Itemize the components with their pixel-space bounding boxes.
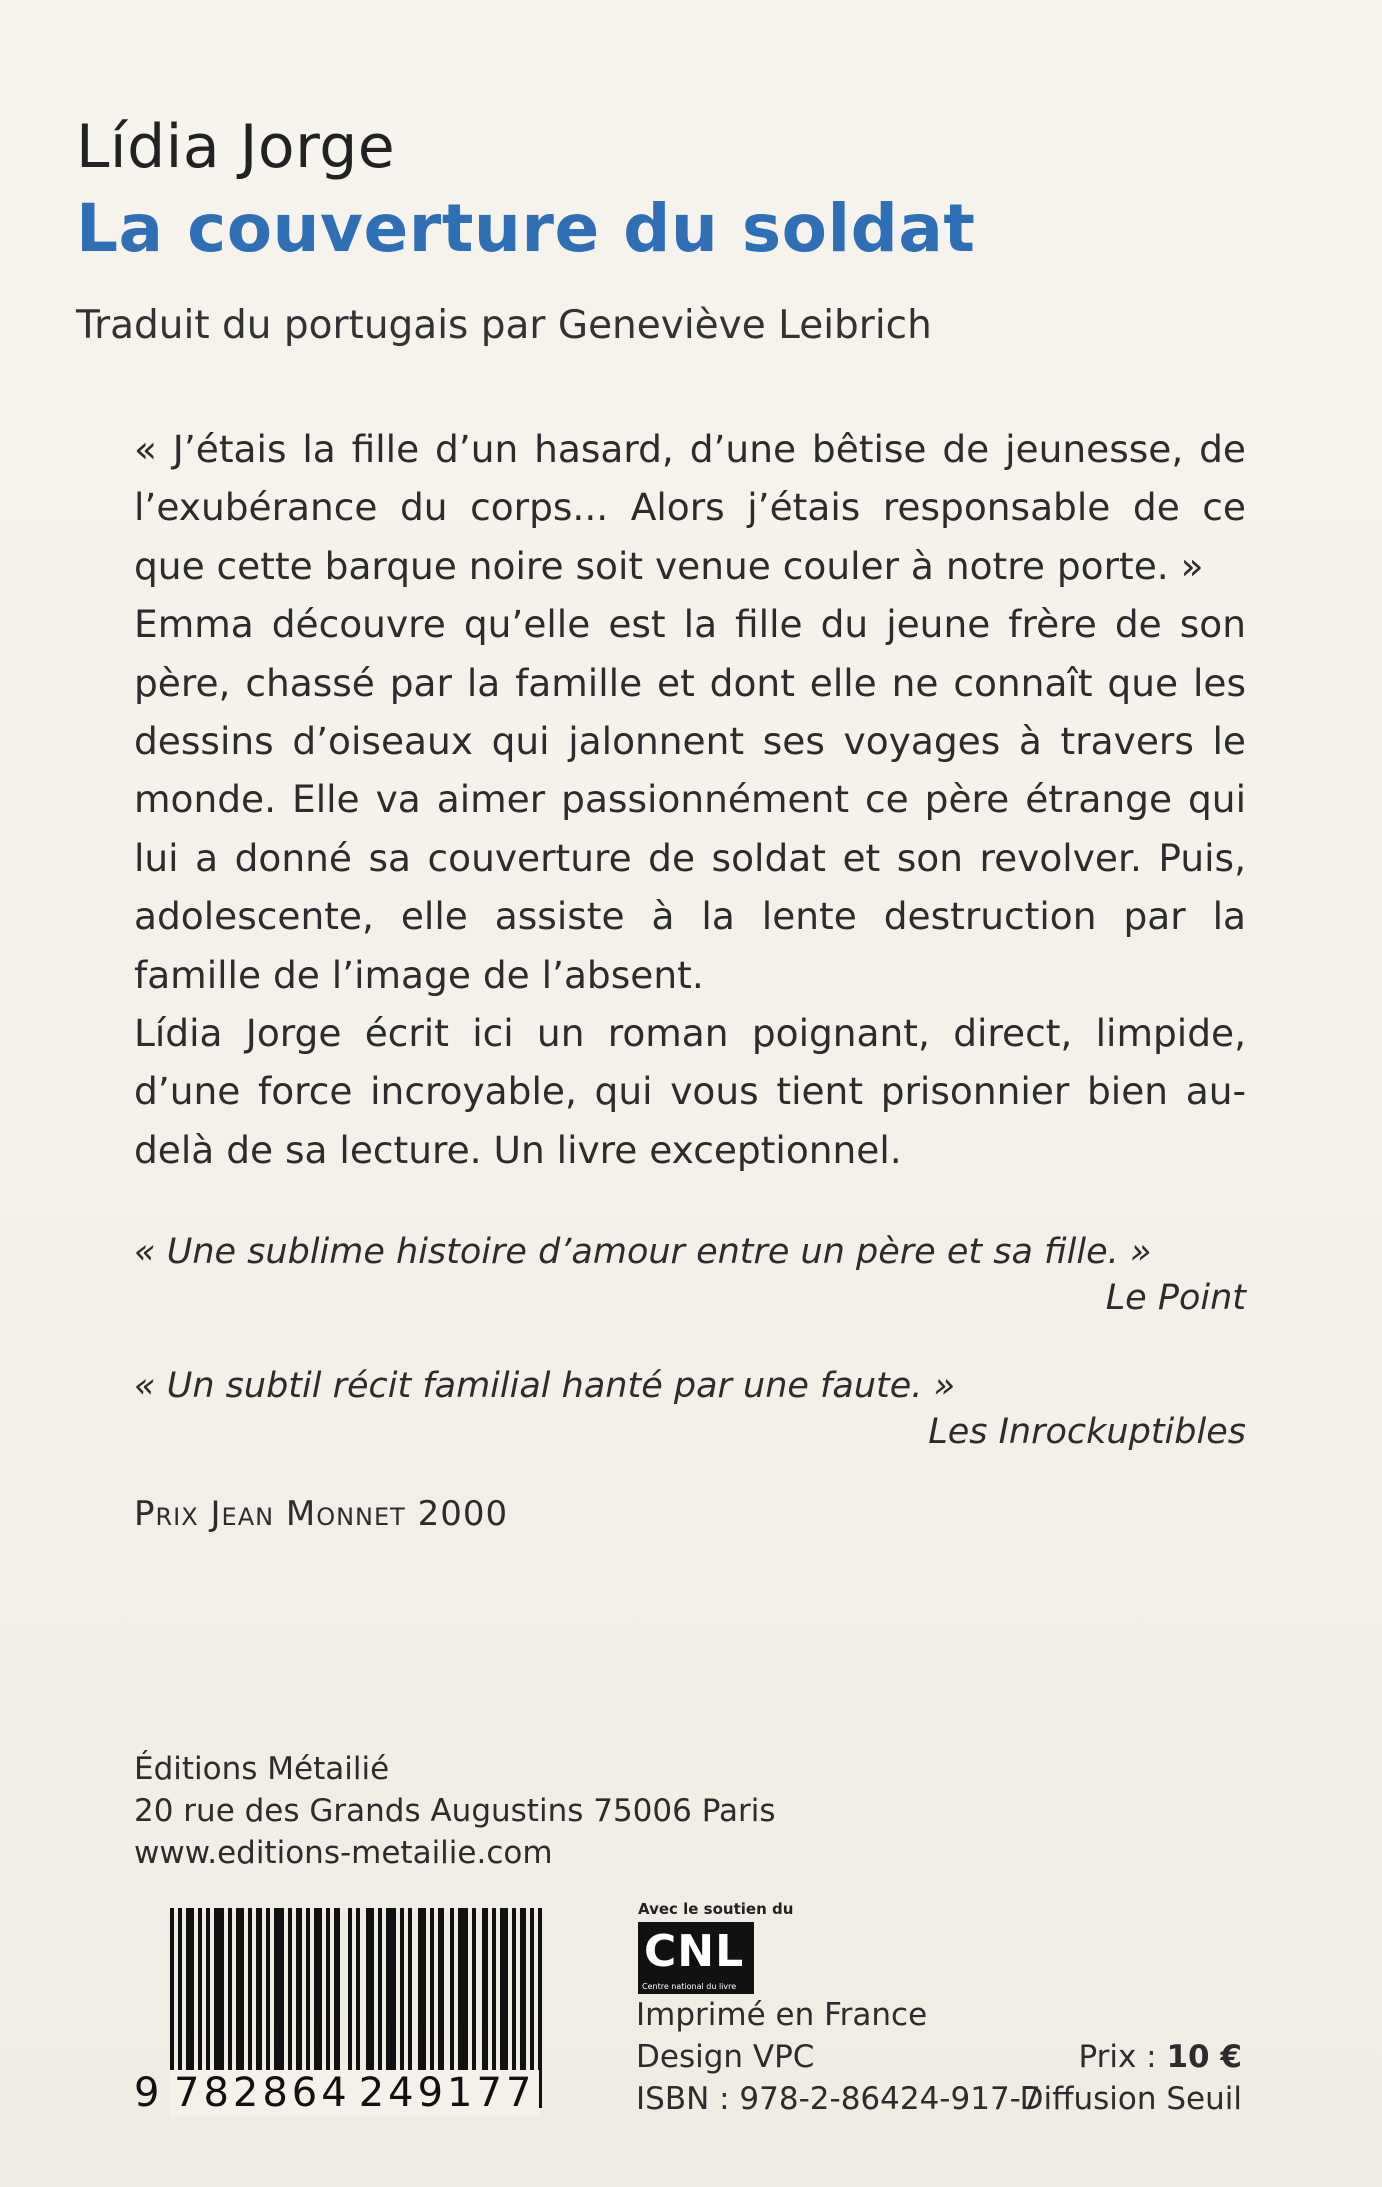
barcode-lead-digit: 9 (134, 2070, 160, 2116)
press-quote (134, 1232, 1246, 1318)
print-info (636, 1994, 1041, 2120)
cnl-logo-letters: CNL (644, 1926, 745, 1977)
cnl-logo-subtext: Centre national du livre (642, 1982, 737, 1991)
blurb (134, 420, 1246, 1179)
cnl-support (638, 1900, 793, 1994)
barcode-digits (134, 2070, 580, 2116)
press-quote-source: Les Inrockuptibles (928, 1412, 1246, 1452)
book-title: La couverture du soldat (76, 190, 976, 267)
design-credit: Design VPC (636, 2039, 815, 2075)
price-label: Prix : (1078, 2039, 1157, 2075)
publisher-info (134, 1748, 776, 1874)
cnl-support-text: Avec le soutien du (638, 1900, 794, 1918)
blurb-summary: Emma découvre qu’elle est la fille du jeune frère de son père, chassé par la famille et dont elle ne connaît que les dessins d’oiseaux qui jalonnent ses voyages à travers le monde. Elle va aimer passionnément ce père étrange qui lui a donné sa couverture de soldat et son revolver. Puis, adolescente, elle assiste à la lente destruction par la famille de l’image de l’absent. (134, 602, 1246, 997)
barcode-group-1: 782864 (170, 2070, 355, 2116)
publisher-website: www.editions-metailie.com (134, 1835, 553, 1871)
barcode-group-2: 249177 (355, 2070, 540, 2116)
blurb-quote: « J’étais la fille d’un hasard, d’une bêtise de jeunesse, de l’exubérance du corps... Alors j’étais responsable de ce que cette barque noire soit venue couler à notre porte. » (134, 427, 1246, 588)
press-quote (134, 1366, 1246, 1452)
distribution: Diffusion Seuil (1019, 2081, 1242, 2117)
printed-in: Imprimé en France (636, 1997, 928, 2033)
price-value: 10 € (1166, 2039, 1242, 2075)
translator-credit: Traduit du portugais par Geneviève Leibrich (76, 303, 932, 348)
price-info (1020, 2036, 1242, 2120)
cnl-logo (638, 1922, 754, 1994)
publisher-address: 20 rue des Grands Augustins 75006 Paris (134, 1793, 776, 1829)
isbn: ISBN : 978-2-86424-917-7 (636, 2081, 1041, 2117)
author-name: Lídia Jorge (76, 112, 396, 182)
blurb-review: Lídia Jorge écrit ici un roman poignant, direct, limpide, d’une force incroyable, qui vous tient prisonnier bien au-delà de sa lecture. Un livre exceptionnel. (134, 1011, 1246, 1172)
price (1020, 2036, 1242, 2078)
prize-mention: Prix Jean Monnet 2000 (134, 1494, 509, 1534)
press-quote-source: Le Point (1105, 1278, 1246, 1318)
press-quote-text: « Une sublime histoire d’amour entre un père et sa fille. » (134, 1232, 1152, 1272)
press-quote-text: « Un subtil récit familial hanté par une faute. » (134, 1366, 956, 1406)
publisher-name: Éditions Métailié (134, 1751, 390, 1787)
